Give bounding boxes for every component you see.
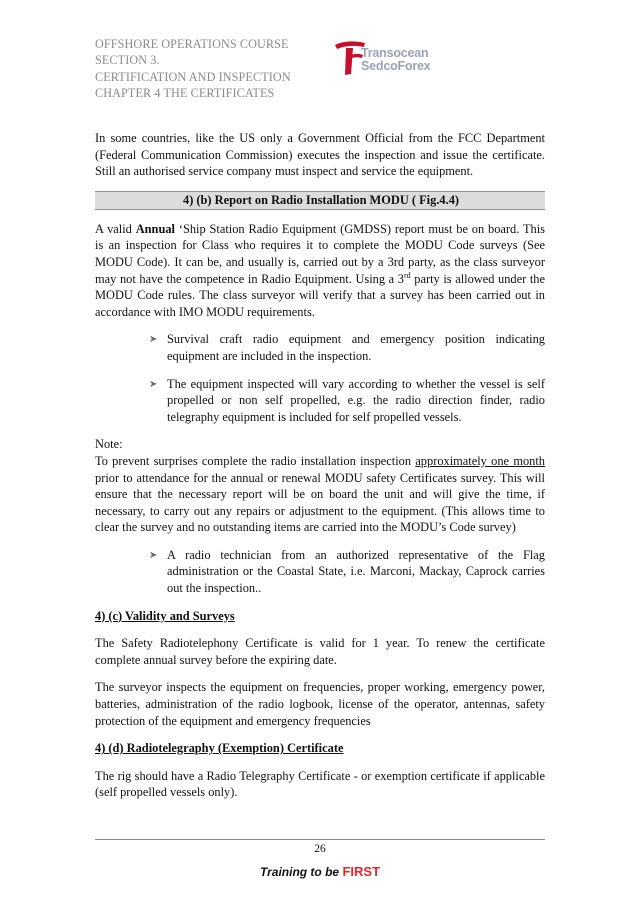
- slogan-text: Training to be: [259, 865, 340, 879]
- note-label: Note:: [95, 437, 123, 452]
- footer-slogan: [95, 864, 545, 879]
- header-line-topic: CERTIFICATION AND INSPECTION: [95, 69, 291, 84]
- page-number: 26: [314, 843, 326, 855]
- para1-superscript: rd: [403, 270, 411, 280]
- list-item: [149, 376, 545, 426]
- note-paragraph: [95, 453, 545, 536]
- heading-radiotelegraphy: 4) (d) Radiotelegraphy (Exemption) Certificate: [95, 741, 344, 756]
- list-item-text: A radio technician from an authorized representative of the Flag administration or the Coastal State, i.e. Marconi, Mackay, Caprock carries out the inspection..: [167, 547, 545, 596]
- note-text-a: To prevent surprises complete the radio installation inspection: [95, 453, 416, 468]
- para1-bold: Annual: [135, 221, 175, 236]
- note-underlined: approximately one month: [415, 453, 545, 468]
- surveyor-paragraph: The surveyor inspects the equipment on frequencies, proper working, emergency power, batteries, administration of the radio logbook, license of the operator, antennas, safety protection of the equipment and emergency frequencies: [95, 680, 545, 728]
- section-banner-b: 4) (b) Report on Radio Installation MODU ( Fig.4.4): [95, 191, 545, 210]
- heading-validity-surveys: 4) (c) Validity and Surveys: [95, 608, 235, 623]
- para1-text-a: A valid: [95, 221, 136, 236]
- header-line-course: OFFSHORE OPERATIONS COURSE: [95, 37, 289, 51]
- list-item: [149, 331, 545, 364]
- note-text-b: prior to attendance for the annual or renewal MODU safety Certificates survey. This will ensure that the necessary report will be on board the unit and will give the time, if necessary, to carry out any repairs or adjustment to the equipment. (This allows time to clear the survey and no outstanding items are carried into the MODU’s Code survey): [95, 470, 545, 535]
- page-body: [95, 130, 545, 801]
- header-line-section: SECTION 3.: [95, 53, 160, 68]
- footer-divider: [95, 839, 545, 840]
- logo-line-1: Transocean: [361, 46, 429, 60]
- arrow-bullet-icon: ➤: [149, 334, 158, 346]
- para1-text-b: ‘Ship Station Radio Equipment (GMDSS) report must be on board. This is an inspection for Class who requires it to complete the MODU Code surveys (See MODU Code). It can be, and usually is, carried out by a 3rd party, as the class surveyor may not have the competence in Radio Equipment. Using a 3: [95, 221, 545, 286]
- annual-report-paragraph: [95, 221, 545, 321]
- arrow-bullet-icon: ➤: [149, 378, 158, 390]
- intro-paragraph: In some countries, like the US only a Government Official from the FCC Department (Federal Communication Commission) executes the inspection and issue the certificate. Still an authorised service company must inspect and service the equipment.: [95, 131, 545, 179]
- header-line-chapter: CHAPTER 4 THE CERTIFICATES: [95, 86, 275, 101]
- radiotelegraphy-paragraph: The rig should have a Radio Telegraphy Certificate - or exemption certificate if applicable (self propelled vessels only).: [95, 768, 545, 800]
- para1-text-c: party is allowed under the MODU Code rules. The class surveyor will verify that a survey has been carried out in accordance with IMO MODU requirements.: [95, 271, 545, 319]
- list-item-text: Survival craft radio equipment and emergency position indicating equipment are included in the inspection.: [167, 332, 545, 363]
- slogan-highlight: FIRST: [342, 864, 381, 879]
- logo-wordmark: [361, 47, 431, 73]
- list-item: [149, 547, 545, 597]
- transocean-logo-icon: [333, 38, 543, 78]
- list-item-text: The equipment inspected will vary according to whether the vessel is self propelled or non self propelled, e.g. the radio direction finder, radio telegraphy equipment is included for self propelled vessels.: [167, 376, 545, 424]
- header-course-info: [95, 36, 291, 102]
- arrow-bullet-icon: ➤: [149, 549, 158, 561]
- logo-line-2: SedcoForex: [361, 59, 431, 73]
- validity-paragraph: The Safety Radiotelephony Certificate is valid for 1 year. To renew the certificate complete annual survey before the expiring date.: [95, 636, 545, 667]
- page-header: [95, 36, 545, 100]
